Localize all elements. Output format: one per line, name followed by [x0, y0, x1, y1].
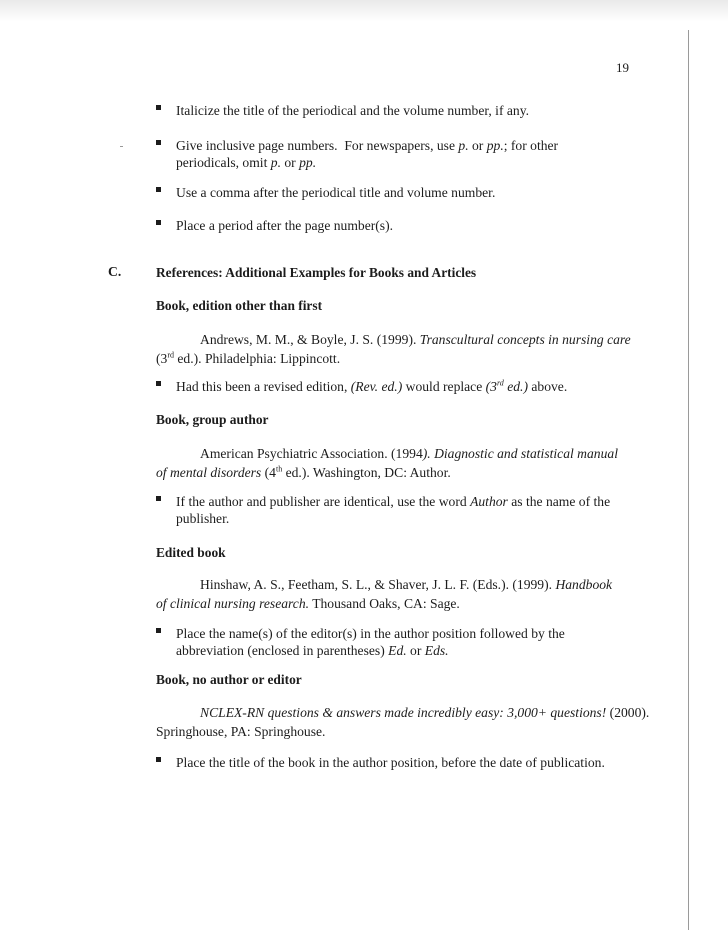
- reference-entry: American Psychiatric Association. (1994). Diagnostic and statistical manual of mental disorders (4th ed.). Washington, DC: Author.: [156, 446, 618, 480]
- bullet-icon: [156, 496, 161, 501]
- bullet-icon: [156, 381, 161, 386]
- bullet-icon: [156, 220, 161, 225]
- bullet-item: [176, 625, 616, 659]
- reference-entry: Andrews, M. M., & Boyle, J. S. (1999). Transcultural concepts in nursing care (3rd ed.). Philadelphia: Lippincott.: [156, 332, 631, 366]
- reference-entry: NCLEX-RN questions & answers made incredibly easy: 3,000+ questions! (2000). Springhouse, PA: Springhouse.: [156, 705, 650, 739]
- bullet-icon: [156, 628, 161, 633]
- section-letter: C.: [108, 264, 122, 279]
- bullet-text: Had this been a revised edition, (Rev. ed.) would replace (3rd ed.) above.: [176, 378, 568, 394]
- bullet-item: [176, 137, 616, 171]
- scan-top-shadow: [0, 0, 728, 22]
- bullet-item: [176, 493, 626, 527]
- bullet-item: [176, 754, 606, 771]
- bullet-item: [176, 378, 626, 395]
- bullet-item: [176, 102, 616, 119]
- scan-right-edge: [688, 30, 689, 930]
- bullet-text: If the author and publisher are identical, use the word Author as the name of the publisher.: [176, 494, 611, 526]
- reference-entry: Hinshaw, A. S., Feetham, S. L., & Shaver, J. L. F. (Eds.). (1999). Handbook of clinical nursing research. Thousand Oaks, CA: Sage.: [156, 577, 613, 611]
- bullet-text: Italicize the title of the periodical and the volume number, if any.: [176, 103, 530, 118]
- bullet-icon: [156, 105, 161, 110]
- bullet-icon: [156, 187, 161, 192]
- scan-mark: [120, 146, 123, 147]
- bullet-icon: [156, 757, 161, 762]
- section-title: References: Additional Examples for Books and Articles: [156, 265, 477, 280]
- example-heading: Book, group author: [156, 412, 269, 427]
- bullet-text: Give inclusive page numbers. For newspapers, use p. or pp.; for other periodicals, omit p. or pp.: [176, 138, 559, 170]
- example-heading: Edited book: [156, 545, 226, 560]
- example-heading: Book, no author or editor: [156, 672, 302, 687]
- bullet-text: Place the name(s) of the editor(s) in the author position followed by the abbreviation (enclosed in parentheses) Ed. or Eds.: [176, 626, 565, 658]
- bullet-text: Use a comma after the periodical title and volume number.: [176, 185, 496, 200]
- page-number: 19: [616, 60, 629, 75]
- bullet-text: Place a period after the page number(s).: [176, 218, 394, 233]
- bullet-item: [176, 217, 616, 234]
- bullet-item: [176, 184, 616, 201]
- bullet-icon: [156, 140, 161, 145]
- bullet-text: Place the title of the book in the author position, before the date of publication.: [176, 755, 605, 770]
- example-heading: Book, edition other than first: [156, 298, 323, 313]
